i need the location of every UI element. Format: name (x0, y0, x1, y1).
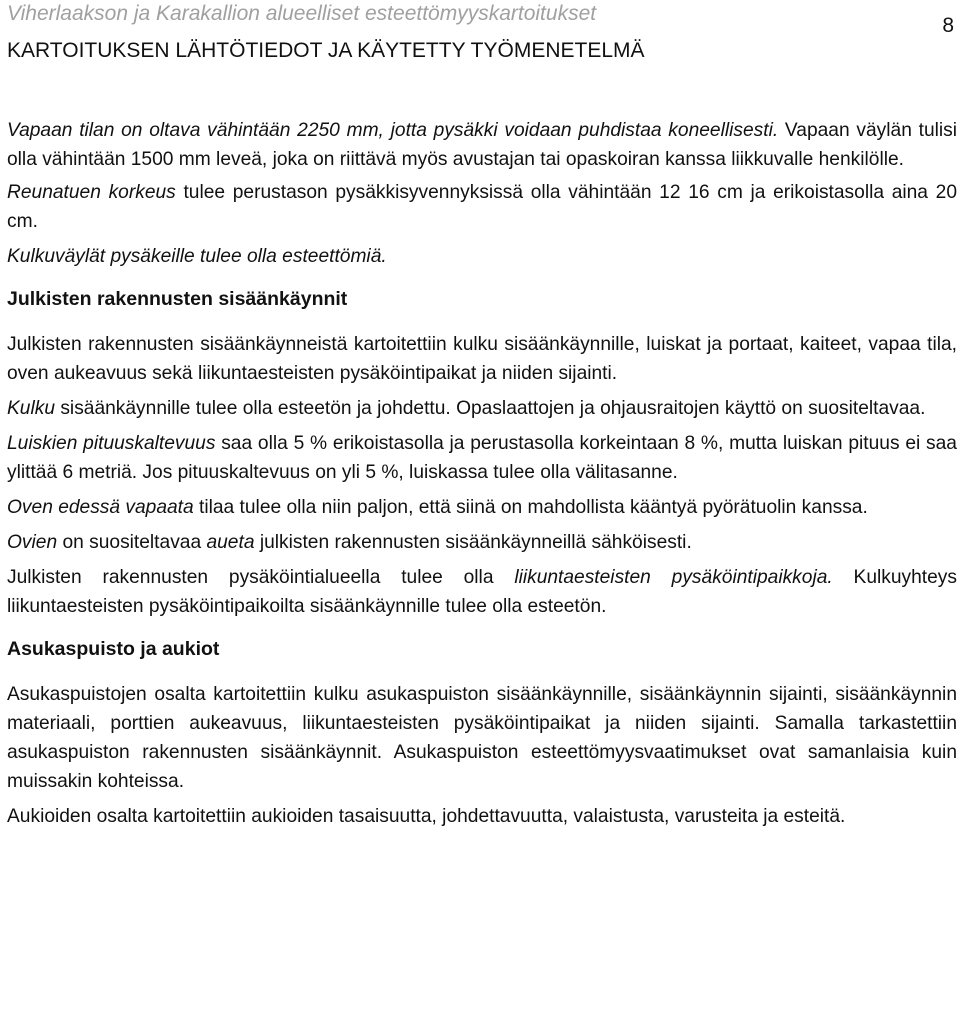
paragraph-parks-survey: Asukaspuistojen osalta kartoitettiin kulku asukaspuiston sisäänkäynnille, sisäänkäynnin sijainti, sisäänkäynnin materiaali, porttien aukeavuus, liikuntaesteisten pysäköintipaikat ja niiden sijainti. Samalla tarkastettiin asukaspuiston rakennusten sisäänkäynnit. Asukaspuiston esteettömyysvaatimukset ovat samanlaisia kuin muissakin kohteissa. (7, 684, 957, 792)
paragraph-text: Julkisten rakennusten pysäköintialueella tulee olla (7, 567, 515, 588)
paragraph-ramps (7, 429, 957, 487)
italic-text: Luiskien pituuskaltevuus (7, 433, 216, 454)
paragraph-doors (7, 528, 957, 557)
page-number: 8 (942, 14, 954, 37)
paragraph-access (7, 394, 957, 423)
paragraph-text: on suositeltavaa (57, 532, 207, 553)
italic-text: Vapaan tilan on oltava vähintään 2250 mm, jotta pysäkki voidaan puhdistaa koneellisesti. (7, 120, 779, 141)
paragraph-walkways (7, 242, 957, 271)
italic-text: aueta (206, 532, 255, 553)
body-text (7, 116, 957, 831)
paragraph-text: sisäänkäynnille tulee olla esteetön ja johdettu. Opaslaattojen ja ohjausraitojen käyttö on suositeltavaa. (55, 398, 926, 419)
italic-text: Reunatuen korkeus (7, 182, 176, 203)
paragraph-curb-height (7, 178, 957, 236)
italic-text: Kulku (7, 398, 55, 419)
paragraph-text: tilaa tulee olla niin paljon, että siinä on mahdollista kääntyä pyörätuolin kanssa. (193, 497, 868, 518)
italic-text: liikuntaesteisten pysäköintipaikkoja. (514, 567, 833, 588)
heading-parks-and-squares: Asukaspuisto ja aukiot (7, 638, 220, 660)
section-title: KARTOITUKSEN LÄHTÖTIEDOT JA KÄYTETTY TYÖMENETELMÄ (7, 39, 645, 62)
paragraph-entrances-survey: Julkisten rakennusten sisäänkäynneistä kartoitettiin kulku sisäänkäynnille, luiskat ja portaat, kaiteet, vapaa tila, oven aukeavuus sekä liikuntaesteisten pysäköintipaikat ja niiden sijainti. (7, 334, 957, 384)
paragraph-text: Vapaan väylän tulisi olla vähintään 1500 mm leveä, joka on riittävä myös avustajan tai opaskoiran kanssa liikkuvalle henkilölle. (7, 120, 958, 170)
heading-public-building-entrances: Julkisten rakennusten sisäänkäynnit (7, 288, 348, 310)
paragraph-door-space (7, 493, 957, 522)
running-title: Viherlaakson ja Karakallion alueelliset esteettömyyskartoitukset (7, 2, 597, 25)
paragraph-squares-survey: Aukioiden osalta kartoitettiin aukioiden tasaisuutta, johdettavuutta, valaistusta, varusteita ja esteitä. (7, 806, 846, 827)
paragraph-text: saa olla 5 % erikoistasolla ja perustasolla korkeintaan 8 %, mutta luiskan pituus ei saa ylittää 6 metriä. Jos pituuskaltevuus on yli 5 %, luiskassa tulee olla välitasanne. (7, 433, 957, 483)
paragraph-text: julkisten rakennusten sisäänkäynneillä sähköisesti. (254, 532, 692, 553)
paragraph-text: tulee perustason pysäkkisyvennyksissä olla vähintään 12 16 cm ja erikoistasolla aina 20 cm. (7, 182, 958, 232)
paragraph-text: Kulkuyhteys liikuntaesteisten pysäköintipaikoilta sisäänkäynnille tulee olla esteetön. (7, 567, 957, 617)
paragraph-free-space (7, 116, 957, 174)
paragraph-parking (7, 563, 957, 621)
italic-text: Kulkuväylät pysäkeille tulee olla esteettömiä. (7, 246, 387, 267)
italic-text: Ovien (7, 532, 58, 553)
italic-text: Oven edessä vapaata (7, 497, 194, 518)
